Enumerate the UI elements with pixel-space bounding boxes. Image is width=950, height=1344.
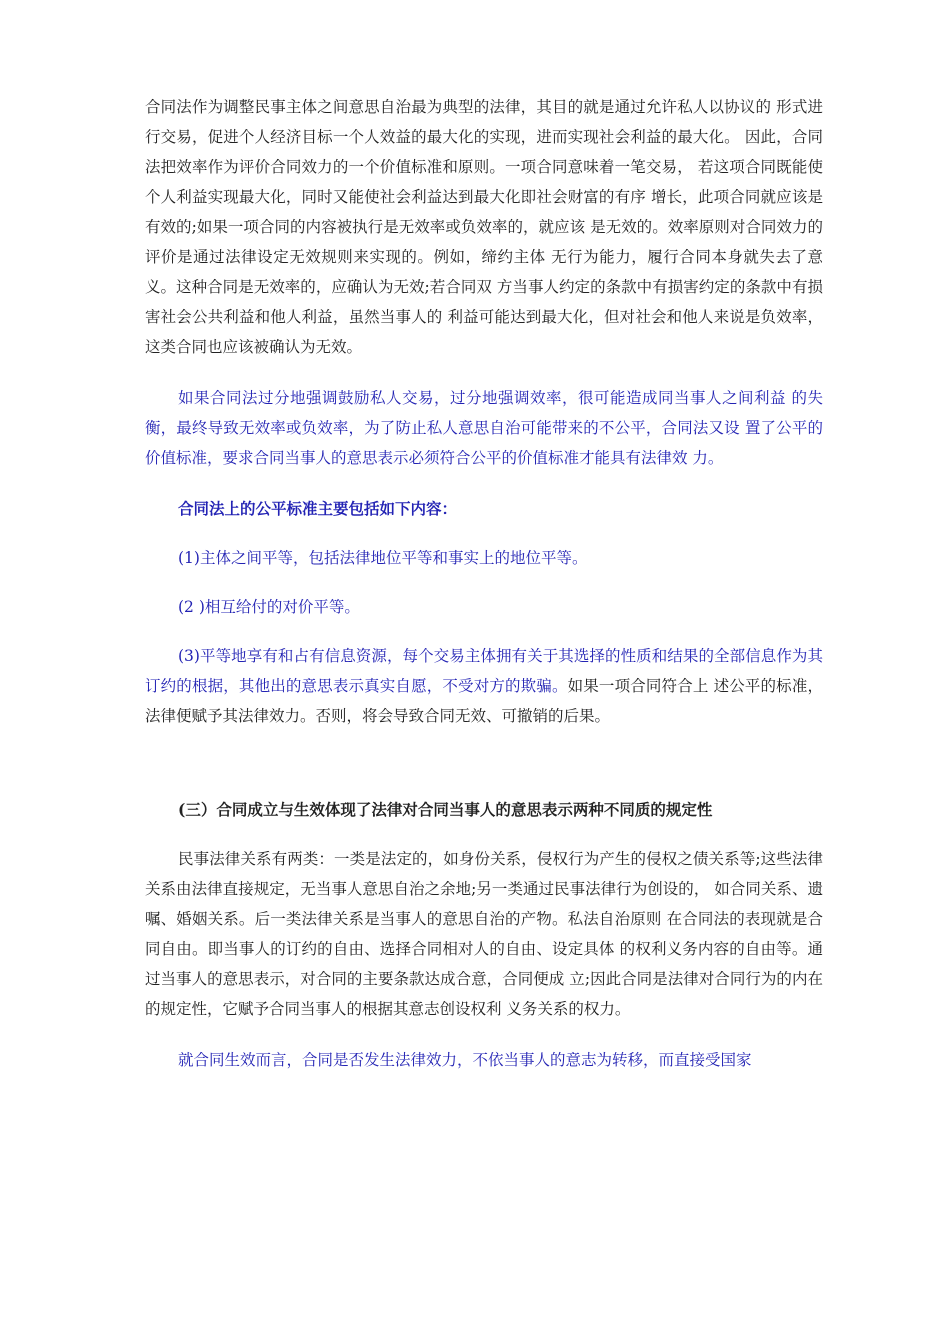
paragraph-legal-relations: 民事法律关系有两类：一类是法定的，如身份关系，侵权行为产生的侵权之债关系等;这些法律关系由法律直接规定，无当事人意思自治之余地;另一类通过民事法律行为创设的， 如合同关系、遗嘱、婚姻关系。后一类法律关系是当事人的意思自治的产物。私法自治原则 在合同法的表现就是合同自由。即当事人的订约的自由、选择合同相对人的自由、设定具体 的权利义务内容的自由等。通过当事人的意思表示，对合同的主要条款达成合意，合同便成 立;因此合同是法律对合同行为的内在的规定性，它赋予合同当事人的根据其意志创设权利 义务关系的权力。 <box>145 850 823 1018</box>
fairness-item-2: (2 )相互给付的对价平等。 <box>178 598 360 616</box>
paragraph-contract-effect: 就合同生效而言，合同是否发生法律效力，不依当事人的意志为转移，而直接受国家 <box>178 1051 752 1069</box>
fairness-item-3 <box>145 641 823 731</box>
paragraph-efficiency: 合同法作为调整民事主体之间意思自治最为典型的法律，其目的就是通过允许私人以协议的 形式进行交易，促进个人经济目标一个人效益的最大化的实现，进而实现社会利益的最大化。 因此，合同法把效率作为评价合同效力的一个价值标准和原则。一项合同意味着一笔交易， 若这项合同既能使个人利益实现最大化，同时又能使社会利益达到最大化即社会财富的有序 增长，此项合同就应该是有效的;如果一项合同的内容被执行是无效率或负效率的，就应该 是无效的。效率原则对合同效力的评价是通过法律设定无效规则来实现的。例如，缔约主体 无行为能力，履行合同本身就失去了意义。这种合同是无效率的，应确认为无效;若合同双 方当事人约定的条款中有损害约定的条款中有损害社会公共利益和他人利益，虽然当事人的 利益可能达到最大化，但对社会和他人来说是负效率，这类合同也应该被确认为无效。 <box>145 98 823 356</box>
paragraph-fairness-intro: 如果合同法过分地强调鼓励私人交易，过分地强调效率，很可能造成同当事人之间利益 的失衡，最终导致无效率或负效率，为了防止私人意思自治可能带来的不公平，合同法又设 置了公平的价值标准，要求合同当事人的意思表示必须符合公平的价值标准才能具有法律效 力。 <box>145 389 823 467</box>
fairness-item-1: (1)主体之间平等，包括法律地位平等和事实上的地位平等。 <box>178 549 588 567</box>
fairness-list-title: 合同法上的公平标准主要包括如下内容： <box>178 499 458 518</box>
fairness-item-3-blue-text: (3)平等地享有和占有信息资源，每个交易主体拥有关于其选择的性质和结果的全部信息作为其订约的根据，其他出的意思表示真实自愿，不受对方的欺骗。 <box>145 647 823 695</box>
section-heading: (三）合同成立与生效体现了法律对合同当事人的意思表示两种不同质的规定性 <box>178 800 713 819</box>
document-body <box>145 92 823 1075</box>
fairness-item-3-black-text: 如果一项合同符合上 述公平的标准，法律便赋予其法律效力。否则，将会导致合同无效、可撤销的后果。 <box>145 677 823 725</box>
